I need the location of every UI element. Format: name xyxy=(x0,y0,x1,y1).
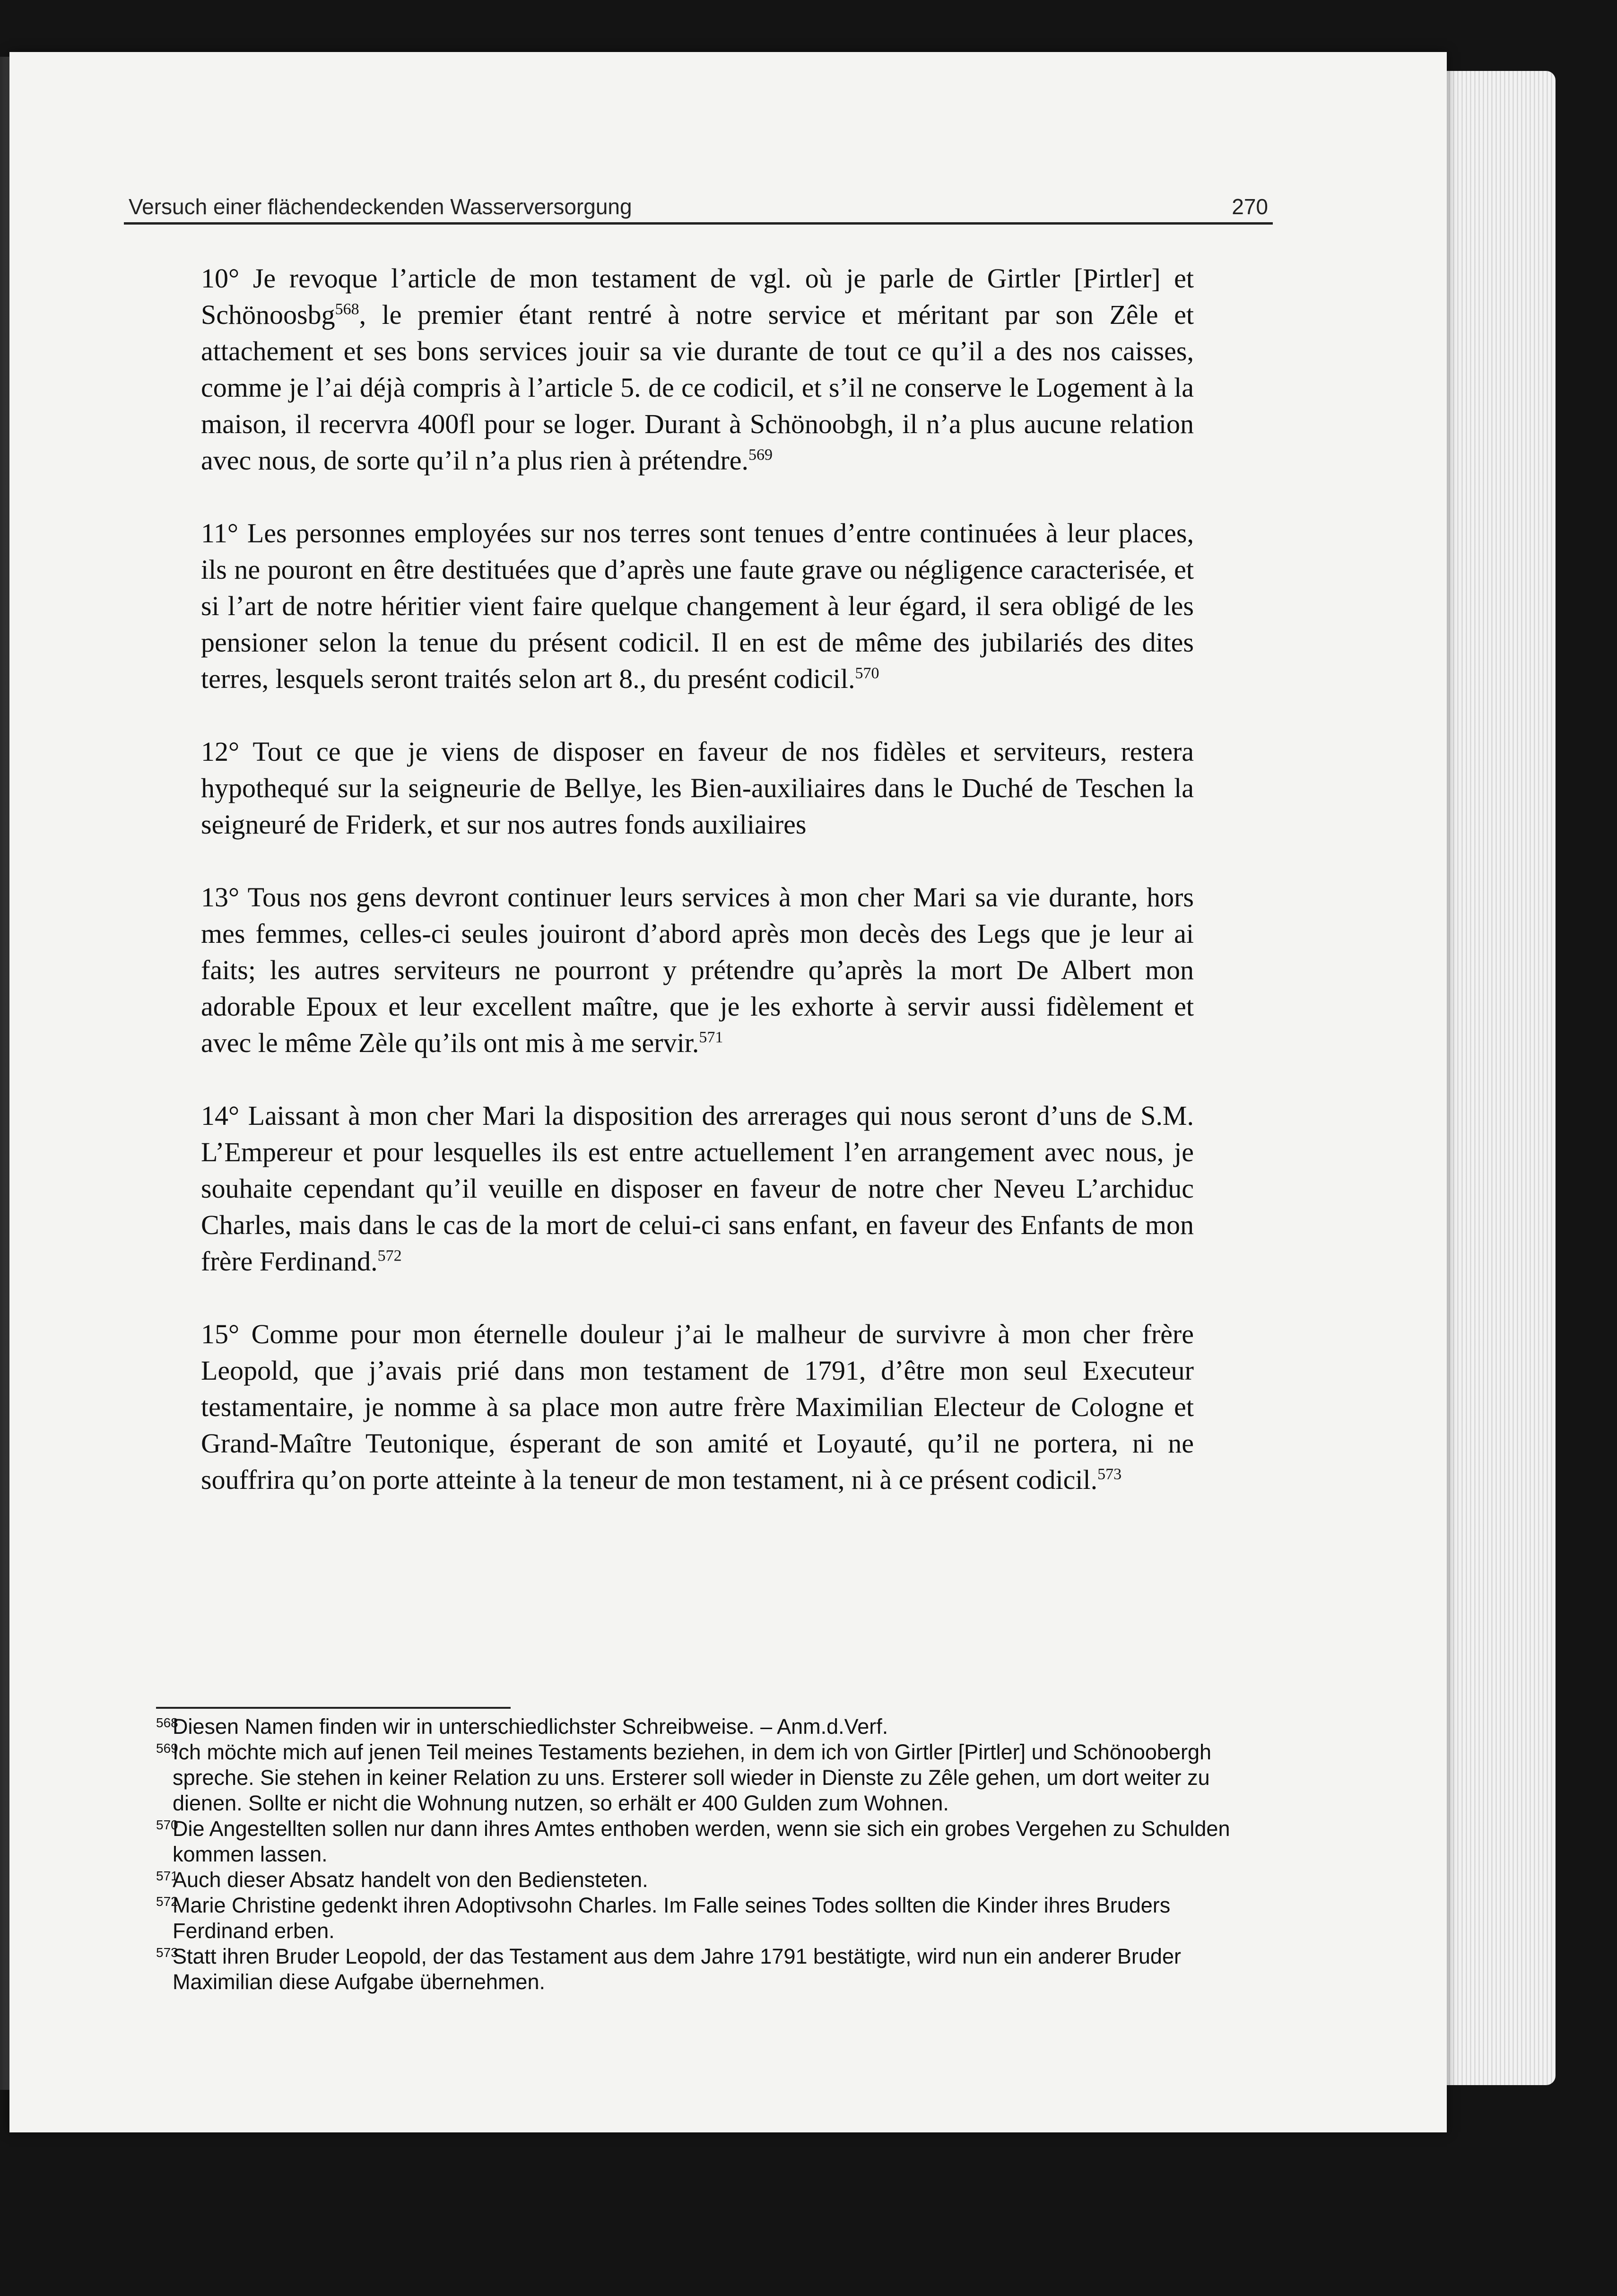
paragraph-15: 15° Comme pour mon éternelle douleur j’ai le malheur de survivre à mon cher frère Leopold, que j’avais prié dans mon testament de 1791, d’être mon seul Executeur testamentaire, je nomme à sa place mon autre frère Maximilian Electeur de Cologne et Grand-Maître Teutonique, ésperant de son amité et Loyauté, qu’il ne portera, ni ne souffrira qu’on porte atteinte à la teneur de mon testament, ni à ce présent codicil.$^{573}$ xyxy=(201,1319,1194,1495)
paragraph-13: 13° Tous nos gens devront continuer leurs services à mon cher Mari sa vie durante, hors mes femmes, celles-ci seules jouiront d’abord après mon decès des Legs que je leur ai faits; les autres serviteurs ne pourront y prétendre qu’après la mort De Albert mon adorable Epoux et leur excellent maître, que je les exhorte à servir aussi fidèlement et avec le même Zèle qu’ils ont mis à me servir.$^{571}$ xyxy=(201,882,1194,1058)
footnote-569: 569 Ich möchte mich auf jenen Teil meines Testaments beziehen, in dem ich von Girtler [Pirtler] und Schönoobergh spreche. Sie stehen in keiner Relation zu uns. Ersterer soll wieder in Dienste zu Zêle gehen, um dort weiter zu dienen. Sollte er nicht die Wohnung nutzen, so erhält er 400 Gulden zum Wohnen. xyxy=(156,1740,1212,1815)
paragraph-11: 11° Les personnes employées sur nos terres sont tenues d’entre continuées à leur places, ils ne pouront en être destituées que d’après une faute grave ou négligence caracterisée, et si l’art de notre héritier vient faire quelque changement à leur égard, il sera obligé de les pensioner selon la tenue du présent codicil. Il en est de même des jubilariés des dites terres, lesquels seront traités selon art 8., du presént codicil.$^{570}$ xyxy=(201,518,1194,694)
running-header xyxy=(124,194,1273,225)
footnote-rule xyxy=(156,1707,511,1709)
footnotes xyxy=(156,1714,1262,1995)
footnote-570: 570 Die Angestellten sollen nur dann ihres Amtes enthoben werden, wenn sie sich ein grobes Vergehen zu Schulden kommen lassen. xyxy=(156,1817,1230,1866)
paragraph-14: 14° Laissant à mon cher Mari la disposition des arrerages qui nous seront d’uns de S.M. L’Empereur et pour lesquelles ils est entre actuellement l’en arrangement avec nous, je souhaite cependant qu’il veuille en disposer en faveur de notre cher Neveu L’archiduc Charles, mais dans le cas de la mort de celui-ci sans enfant, en faveur des Enfants de mon frère Ferdinand.$^{572}$ xyxy=(201,1100,1194,1277)
paragraph-10: 10° Je revoque l’article de mon testament de vgl. où je parle de Girtler [Pirtler] et Schönoosbg$^{568}$, le premier étant rentré à notre service et méritant par son Zêle et attachement et ses bons services jouir sa vie durante de tout ce qu’il a des nos caisses, comme je l’ai déjà compris à l’article 5. de ce codicil, et s’il ne conserve le Logement à la maison, il recervra 400fl pour se loger. Durant à Schönoobgh, il n’a plus aucune relation avec nous, de sorte qu’il n’a plus rien à prétendre.$^{569}$ xyxy=(201,263,1194,476)
page-number: 270 xyxy=(1232,194,1268,219)
footnote-571: 571 Auch dieser Absatz handelt von den Bediensteten. xyxy=(156,1868,648,1892)
page-edges xyxy=(1437,71,1556,2085)
running-title: Versuch einer flächendeckenden Wasserversorgung xyxy=(129,194,632,219)
paragraph-12: 12° Tout ce que je viens de disposer en faveur de nos fidèles et serviteurs, restera hypothequé sur la seigneurie de Bellye, les Bien-auxiliaires dans le Duché de Teschen la seigneuré de Friderk, et sur nos autres fonds auxiliaires xyxy=(201,736,1194,840)
main-text xyxy=(201,260,1194,1534)
footnote-568: 568 Diesen Namen finden wir in unterschiedlichster Schreibweise. – Anm.d.Verf. xyxy=(156,1714,888,1739)
footnote-572: 572 Marie Christine gedenkt ihren Adoptivsohn Charles. Im Falle seines Todes sollten die Kinder ihres Bruders Ferdinand erben. xyxy=(156,1893,1171,1943)
footnote-573: 573 Statt ihren Bruder Leopold, der das Testament aus dem Jahre 1791 bestätigte, wird nun ein anderer Bruder Maximilian diese Aufgabe übernehmen. xyxy=(156,1944,1181,1994)
